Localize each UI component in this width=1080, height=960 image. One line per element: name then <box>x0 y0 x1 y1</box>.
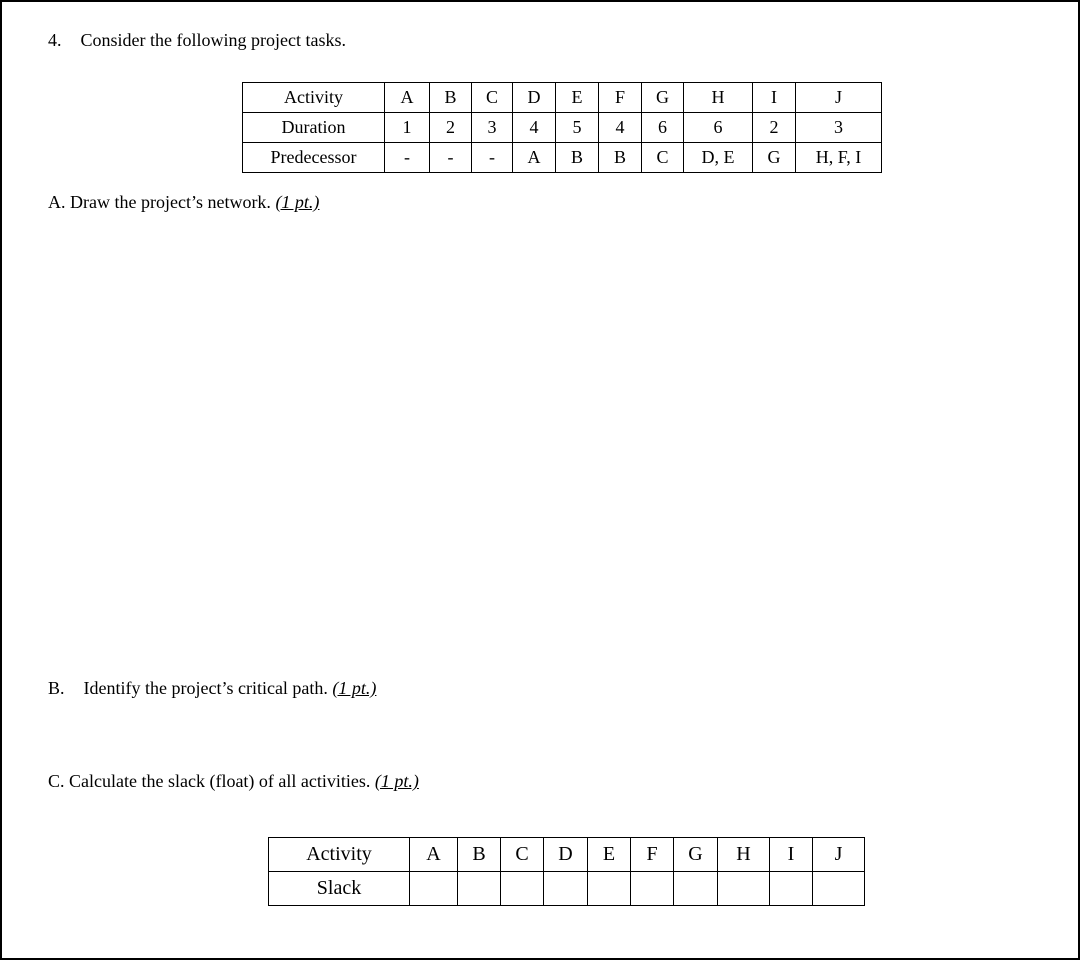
slack-cell[interactable] <box>544 872 588 906</box>
duration-cell: 3 <box>796 113 882 143</box>
row-label: Activity <box>243 83 385 113</box>
duration-cell: 4 <box>599 113 642 143</box>
part-letter: C. <box>48 771 65 791</box>
activity-cell: C <box>472 83 513 113</box>
activity-cell: A <box>385 83 430 113</box>
slack-cell[interactable] <box>718 872 770 906</box>
slack-cell[interactable] <box>631 872 674 906</box>
activity-cell: A <box>410 838 458 872</box>
slack-cell[interactable] <box>770 872 813 906</box>
tasks-table <box>242 82 882 173</box>
predecessor-cell: D, E <box>684 143 753 173</box>
activity-cell: E <box>556 83 599 113</box>
activity-cell: H <box>718 838 770 872</box>
predecessor-cell: - <box>472 143 513 173</box>
slack-cell[interactable] <box>458 872 501 906</box>
activity-cell: B <box>430 83 472 113</box>
activity-cell: H <box>684 83 753 113</box>
activity-cell: J <box>796 83 882 113</box>
part-text: Identify the project’s critical path. <box>83 678 328 698</box>
part-points: (1 pt.) <box>275 192 320 212</box>
slack-cell[interactable] <box>588 872 631 906</box>
activity-cell: J <box>813 838 865 872</box>
activity-cell: B <box>458 838 501 872</box>
duration-row <box>243 113 882 143</box>
activity-cell: C <box>501 838 544 872</box>
predecessor-cell: B <box>556 143 599 173</box>
activity-cell: I <box>770 838 813 872</box>
activity-row <box>243 83 882 113</box>
question-header <box>48 29 346 51</box>
duration-cell: 1 <box>385 113 430 143</box>
slack-cell[interactable] <box>813 872 865 906</box>
row-label: Predecessor <box>243 143 385 173</box>
part-letter: B. <box>48 678 65 698</box>
part-points: (1 pt.) <box>374 771 419 791</box>
predecessor-cell: G <box>753 143 796 173</box>
part-text: Draw the project’s network. <box>70 192 271 212</box>
activity-cell: D <box>544 838 588 872</box>
duration-cell: 2 <box>430 113 472 143</box>
part-text: Calculate the slack (float) of all activities. <box>69 771 371 791</box>
activity-cell: F <box>631 838 674 872</box>
slack-activity-row <box>269 838 865 872</box>
part-a <box>48 191 319 213</box>
predecessor-cell: - <box>385 143 430 173</box>
predecessor-cell: A <box>513 143 556 173</box>
duration-cell: 6 <box>684 113 753 143</box>
duration-cell: 2 <box>753 113 796 143</box>
part-letter: A. <box>48 192 66 212</box>
row-label: Duration <box>243 113 385 143</box>
predecessor-cell: - <box>430 143 472 173</box>
predecessor-cell: B <box>599 143 642 173</box>
activity-cell: D <box>513 83 556 113</box>
activity-cell: G <box>642 83 684 113</box>
slack-cell[interactable] <box>410 872 458 906</box>
slack-row <box>269 872 865 906</box>
slack-cell[interactable] <box>501 872 544 906</box>
predecessor-cell: C <box>642 143 684 173</box>
activity-cell: F <box>599 83 642 113</box>
slack-table <box>268 837 865 906</box>
duration-cell: 5 <box>556 113 599 143</box>
row-label: Activity <box>269 838 410 872</box>
activity-cell: I <box>753 83 796 113</box>
duration-cell: 6 <box>642 113 684 143</box>
activity-cell: G <box>674 838 718 872</box>
question-prompt: Consider the following project tasks. <box>80 30 346 50</box>
part-points: (1 pt.) <box>332 678 377 698</box>
part-b <box>48 677 376 699</box>
activity-cell: E <box>588 838 631 872</box>
duration-cell: 4 <box>513 113 556 143</box>
question-number: 4. <box>48 30 62 50</box>
row-label: Slack <box>269 872 410 906</box>
duration-cell: 3 <box>472 113 513 143</box>
predecessor-row <box>243 143 882 173</box>
predecessor-cell: H, F, I <box>796 143 882 173</box>
slack-cell[interactable] <box>674 872 718 906</box>
part-c <box>48 770 419 792</box>
